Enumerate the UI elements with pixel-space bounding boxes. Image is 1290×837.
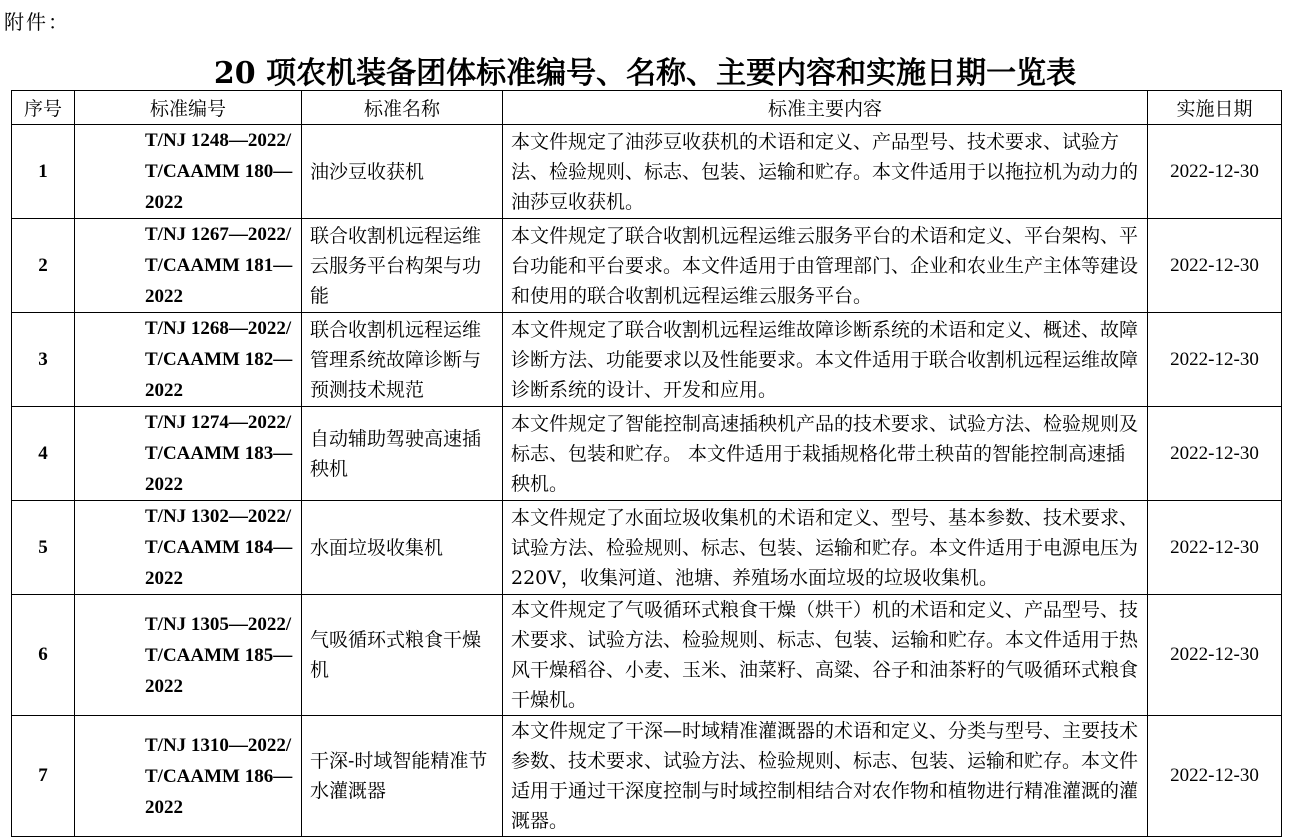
code-line-1: T/NJ 1268—2022/ xyxy=(145,318,292,339)
effective-date: 2022-12-30 xyxy=(1148,125,1282,219)
code-line-1: T/NJ 1267—2022/ xyxy=(145,224,292,245)
standards-table xyxy=(11,90,1282,837)
header-code: 标准编号 xyxy=(75,91,302,125)
standard-name: 联合收割机远程运维管理系统故障诊断与预测技术规范 xyxy=(302,313,503,407)
header-date: 实施日期 xyxy=(1148,91,1282,125)
table-row xyxy=(12,716,1282,837)
code-line-2: T/CAAMM 183—2022 xyxy=(145,443,293,495)
row-number: 6 xyxy=(12,595,75,716)
standard-name: 干深-时域智能精准节水灌溉器 xyxy=(302,716,503,837)
row-number: 5 xyxy=(12,501,75,595)
document-title: 20 项农机装备团体标准编号、名称、主要内容和实施日期一览表 xyxy=(213,56,1077,91)
code-line-1: T/NJ 1302—2022/ xyxy=(145,506,292,527)
attachment-label: 附件： xyxy=(4,10,70,34)
code-line-2: T/CAAMM 180—2022 xyxy=(145,161,293,213)
standard-name: 联合收割机远程运维云服务平台构架与功能 xyxy=(302,219,503,313)
code-line-2: T/CAAMM 185—2022 xyxy=(145,644,293,697)
standard-name: 自动辅助驾驶高速插秧机 xyxy=(302,407,503,501)
row-number: 2 xyxy=(12,219,75,313)
standard-name: 油沙豆收获机 xyxy=(302,125,503,219)
effective-date: 2022-12-30 xyxy=(1148,313,1282,407)
code-line-1: T/NJ 1305—2022/ xyxy=(145,613,292,635)
standard-content: 本文件规定了联合收割机远程运维云服务平台的术语和定义、平台架构、平台功能和平台要求。本文件适用于由管理部门、企业和农业生产主体等建设和使用的联合收割机远程运维云服务平台。 xyxy=(503,219,1148,313)
table-row xyxy=(12,125,1282,219)
row-number: 3 xyxy=(12,313,75,407)
standard-code xyxy=(75,595,302,716)
table-row xyxy=(12,313,1282,407)
table-row xyxy=(12,501,1282,595)
row-number: 4 xyxy=(12,407,75,501)
standard-content: 本文件规定了联合收割机远程运维故障诊断系统的术语和定义、概述、故障诊断方法、功能要求以及性能要求。本文件适用于联合收割机远程运维故障诊断系统的设计、开发和应用。 xyxy=(503,313,1148,407)
standard-content: 本文件规定了油莎豆收获机的术语和定义、产品型号、技术要求、试验方法、检验规则、标志、包装、运输和贮存。本文件适用于以拖拉机为动力的油莎豆收获机。 xyxy=(503,125,1148,219)
code-line-1: T/NJ 1248—2022/ xyxy=(145,130,292,151)
standard-code xyxy=(75,219,302,313)
table-row xyxy=(12,595,1282,716)
code-line-2: T/CAAMM 184—2022 xyxy=(145,537,293,589)
effective-date: 2022-12-30 xyxy=(1148,716,1282,837)
standard-content: 本文件规定了智能控制高速插秧机产品的技术要求、试验方法、检验规则及标志、包装和贮存。 本文件适用于栽插规格化带土秧苗的智能控制高速插秧机。 xyxy=(503,407,1148,501)
code-line-1: T/NJ 1310—2022/ xyxy=(145,734,292,756)
standard-name: 气吸循环式粮食干燥机 xyxy=(302,595,503,716)
effective-date: 2022-12-30 xyxy=(1148,595,1282,716)
standard-code xyxy=(75,313,302,407)
table-row xyxy=(12,407,1282,501)
standard-content: 本文件规定了气吸循环式粮食干燥（烘干）机的术语和定义、产品型号、技术要求、试验方法、检验规则、标志、包装、运输和贮存。本文件适用于热风干燥稻谷、小麦、玉米、油菜籽、高粱、谷子和油茶籽的气吸循环式粮食干燥机。 xyxy=(503,595,1148,716)
code-line-1: T/NJ 1274—2022/ xyxy=(145,412,292,433)
effective-date: 2022-12-30 xyxy=(1148,219,1282,313)
standard-name: 水面垃圾收集机 xyxy=(302,501,503,595)
effective-date: 2022-12-30 xyxy=(1148,407,1282,501)
header-no: 序号 xyxy=(12,91,75,125)
code-line-2: T/CAAMM 182—2022 xyxy=(145,349,293,401)
standard-code xyxy=(75,501,302,595)
code-line-2: T/CAAMM 186—2022 xyxy=(145,765,293,818)
header-content: 标准主要内容 xyxy=(503,91,1148,125)
effective-date: 2022-12-30 xyxy=(1148,501,1282,595)
row-number: 1 xyxy=(12,125,75,219)
standard-code xyxy=(75,407,302,501)
standard-code xyxy=(75,716,302,837)
standard-code xyxy=(75,125,302,219)
table-header-row xyxy=(12,91,1282,125)
standard-content: 本文件规定了水面垃圾收集机的术语和定义、型号、基本参数、技术要求、试验方法、检验规则、标志、包装、运输和贮存。本文件适用于电源电压为220V，收集河道、池塘、养殖场水面垃圾的垃圾收集机。 xyxy=(503,501,1148,595)
header-name: 标准名称 xyxy=(302,91,503,125)
code-line-2: T/CAAMM 181—2022 xyxy=(145,255,293,307)
table-row xyxy=(12,219,1282,313)
standard-content: 本文件规定了干深—时域精准灌溉器的术语和定义、分类与型号、主要技术参数、技术要求、试验方法、检验规则、标志、包装、运输和贮存。本文件适用于通过干深度控制与时域控制相结合对农作物和植物进行精准灌溉的灌溉器。 xyxy=(503,716,1148,837)
row-number: 7 xyxy=(12,716,75,837)
